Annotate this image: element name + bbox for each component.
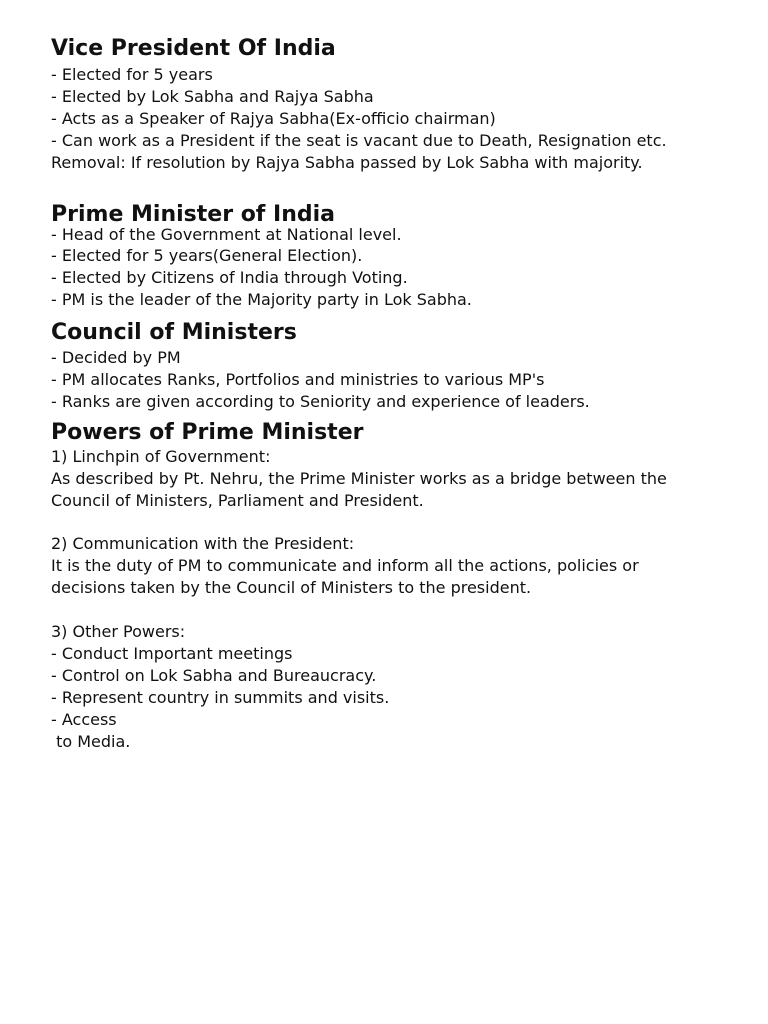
text-line: - Elected for 5 years [51,65,213,84]
text-line: - Access [51,709,117,729]
text-line: - Elected by Lok Sabha and Rajya Sabha [51,86,374,106]
section-heading-vice-president: Vice President Of India [51,36,336,61]
section-body-powers-of-prime-minister [51,446,731,753]
text-line: to Media. [51,731,131,751]
text-line: 1) Linchpin of Government: [51,446,271,466]
text-line: - Elected for 5 years(General Election). [51,246,363,266]
blank-line [51,512,731,534]
text-line: - Can work as a President if the seat is vacant due to Death, Resignation etc. [51,130,667,150]
text-line: - Conduct Important meetings [51,644,293,663]
text-line: - Elected by Citizens of India through Voting. [51,268,408,288]
section-body-vice-president [51,64,731,174]
section-heading-council-of-ministers: Council of Ministers [51,320,297,346]
text-line: 2) Communication with the President: [51,534,355,554]
text-line: It is the duty of PM to communicate and inform all the actions, policies or [51,556,639,576]
blank-line [51,599,731,621]
text-line: Council of Ministers, Parliament and President. [51,490,424,510]
section-body-prime-minister [51,224,731,312]
text-line: - Ranks are given according to Seniority and experience of leaders. [51,391,590,411]
text-line: - Decided by PM [51,348,181,368]
text-line: - Control on Lok Sabha and Bureaucracy. [51,665,377,685]
section-heading-prime-minister: Prime Minister of India [51,201,336,227]
section-heading-powers-of-prime-minister: Powers of Prime Minister [51,419,364,445]
text-line: Removal: If resolution by Rajya Sabha passed by Lok Sabha with majority. [51,152,643,172]
text-line: - PM is the leader of the Majority party in Lok Sabha. [51,290,472,310]
text-line: - Head of the Government at National level. [51,224,402,244]
text-line: - PM allocates Ranks, Portfolios and ministries to various MP's [51,370,545,390]
text-line: - Represent country in summits and visits. [51,687,390,707]
section-body-council-of-ministers [51,347,731,413]
text-line: decisions taken by the Council of Ministers to the president. [51,578,532,598]
text-line: - Acts as a Speaker of Rajya Sabha(Ex-officio chairman) [51,108,496,128]
text-line: As described by Pt. Nehru, the Prime Minister works as a bridge between the [51,468,667,488]
text-line: 3) Other Powers: [51,622,186,642]
document-page [51,34,731,753]
